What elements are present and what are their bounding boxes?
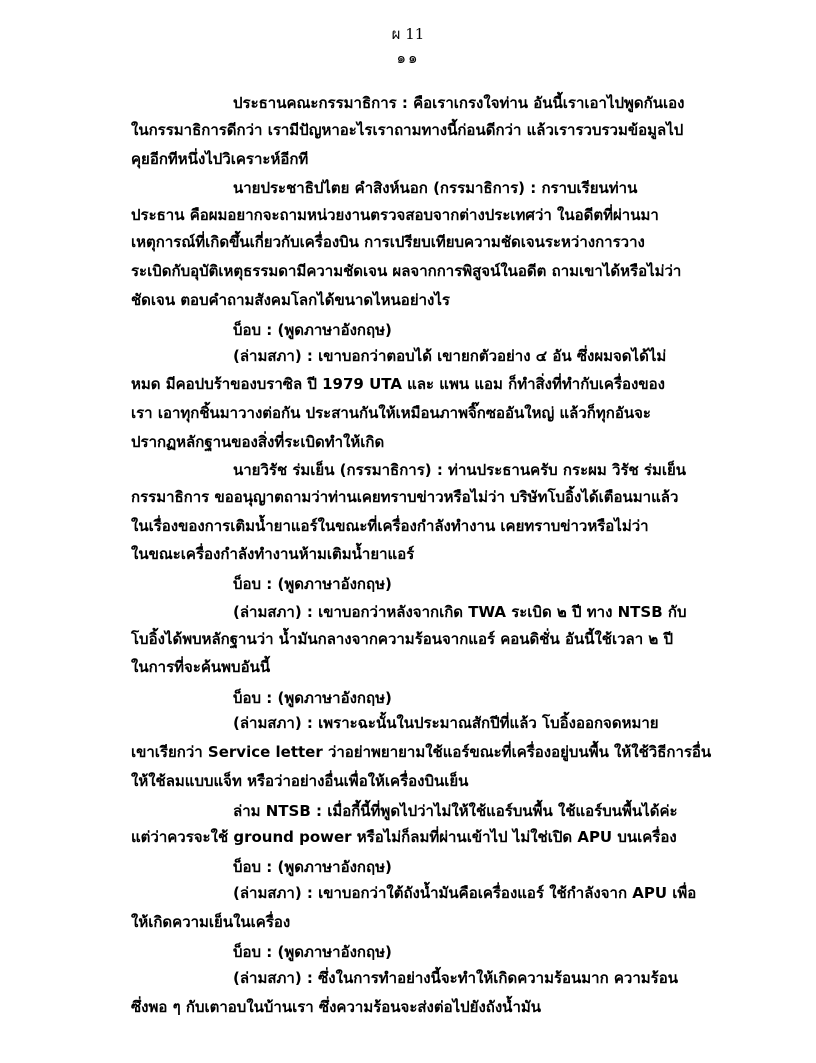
text-line: ให้เกิดความเย็นในเครื่อง	[131, 913, 291, 931]
text-line: ประธานคณะกรรมาธิการ : คือเราเกรงใจท่าน อันนี้เราเอาไปพูดกันเอง	[233, 94, 685, 112]
text-line: คุยอีกทีหนึ่งไปวิเคราะห์อีกที	[131, 150, 309, 168]
text-line: โบอิ้งได้พบหลักฐานว่า น้ำมันกลางจากความร้อนจากแอร์ คอนดิชั่น อันนี้ใช้เวลา ๒ ปี	[131, 630, 673, 648]
text-line: ปรากฏหลักฐานของสิ่งที่ระเบิดทำให้เกิด	[131, 433, 385, 451]
text-line: บ็อบ : (พูดภาษาอังกฤษ)	[233, 858, 392, 876]
text-line: เหตุการณ์ที่เกิดขึ้นเกี่ยวกับเครื่องบิน การเปรียบเทียบความชัดเจนระหว่างการวาง	[131, 233, 645, 251]
text-line: ในขณะเครื่องกำลังทำงานห้ามเติมน้ำยาแอร์	[131, 545, 415, 563]
page-number: ๑๑	[396, 49, 420, 67]
text-line: ซึ่งพอ ๆ กับเตาอบในบ้านเรา ซึ่งความร้อนจะส่งต่อไปยังถังน้ำมัน	[131, 998, 542, 1016]
text-line: ในการที่จะค้นพบอันนี้	[131, 658, 271, 676]
text-line: ประธาน คือผมอยากจะถามหน่วยงานตรวจสอบจากต่างประเทศว่า ในอดีตที่ผ่านมา	[131, 206, 659, 224]
text-line: นายวิรัช ร่มเย็น (กรรมาธิการ) : ท่านประธานครับ กระผม วิรัช ร่มเย็น	[233, 461, 687, 479]
text-line: เขาเรียกว่า Service letter ว่าอย่าพยายามใช้แอร์ขณะที่เครื่องอยู่บนพื้น ให้ใช้วิธีการอื่น	[131, 743, 712, 761]
text-line: (ล่ามสภา) : เพราะฉะนั้นในประมาณสักปีที่แล้ว โบอิ้งออกจดหมาย	[233, 714, 659, 732]
text-line: (ล่ามสภา) : เขาบอกว่าใต้ถังน้ำมันคือเครื่องแอร์ ใช้กำลังจาก APU เพื่อ	[233, 884, 697, 902]
text-line: นายประชาธิปไตย คำสิงห์นอก (กรรมาธิการ) : กราบเรียนท่าน	[233, 179, 638, 197]
text-line: ในกรรมาธิการดีกว่า เรามีปัญหาอะไรเราถามทางนี้ก่อนดีกว่า แล้วเรารวบรวมข้อมูลไป	[131, 121, 684, 139]
text-line: ในเรื่องของการเติมน้ำยาแอร์ในขณะที่เครื่องกำลังทำงาน เคยทราบข่าวหรือไม่ว่า	[131, 517, 649, 535]
text-line: (ล่ามสภา) : เขาบอกว่าหลังจากเกิด TWA ระเบิด ๒ ปี ทาง NTSB กับ	[233, 603, 687, 621]
text-line: ให้ใช้ลมแบบแจ็ท หรือว่าอย่างอื่นเพื่อให้เครื่องบินเย็น	[131, 772, 469, 790]
text-line: บ็อบ : (พูดภาษาอังกฤษ)	[233, 943, 392, 961]
text-line: ระเบิดกับอุบัติเหตุธรรมดามีความชัดเจน ผลจากการพิสูจน์ในอดีต ถามเขาได้หรือไม่ว่า	[131, 262, 682, 280]
page-label: ผ 11	[391, 25, 425, 43]
text-line: (ล่ามสภา) : ซึ่งในการทำอย่างนี้จะทำให้เกิดความร้อนมาก ความร้อน	[233, 969, 678, 987]
text-line: เรา เอาทุกชิ้นมาวางต่อกัน ประสานกันให้เหมือนภาพจิ๊กซออันใหญ่ แล้วก็ทุกอันจะ	[131, 404, 651, 422]
text-line: ชัดเจน ตอบคำถามสังคมโลกได้ขนาดไหนอย่างไร	[131, 291, 450, 309]
text-line: บ็อบ : (พูดภาษาอังกฤษ)	[233, 575, 392, 593]
text-line: บ็อบ : (พูดภาษาอังกฤษ)	[233, 321, 392, 339]
text-line: บ็อบ : (พูดภาษาอังกฤษ)	[233, 689, 392, 707]
text-line: แต่ว่าควรจะใช้ ground power หรือไม่ก็ลมที่ผ่านเข้าไป ไม่ใช่เปิด APU บนเครื่อง	[131, 828, 677, 846]
text-line: (ล่ามสภา) : เขาบอกว่าตอบได้ เขายกตัวอย่าง ๔ อัน ซึ่งผมจดได้ไม่	[233, 347, 667, 365]
text-line: กรรมาธิการ ขออนุญาตถามว่าท่านเคยทราบข่าวหรือไม่ว่า บริษัทโบอิ้งได้เตือนมาแล้ว	[131, 488, 679, 506]
text-line: ล่าม NTSB : เมื่อกี้นี้ที่พูดไปว่าไม่ให้ใช้แอร์บนพื้น ใช้แอร์บนพื้นได้ค่ะ	[233, 802, 678, 820]
text-line: หมด มีคอปบร้าของบราซิล ปี 1979 UTA และ แพน แอม ก็ทำสิ่งที่ทำกับเครื่องของ	[131, 375, 665, 393]
